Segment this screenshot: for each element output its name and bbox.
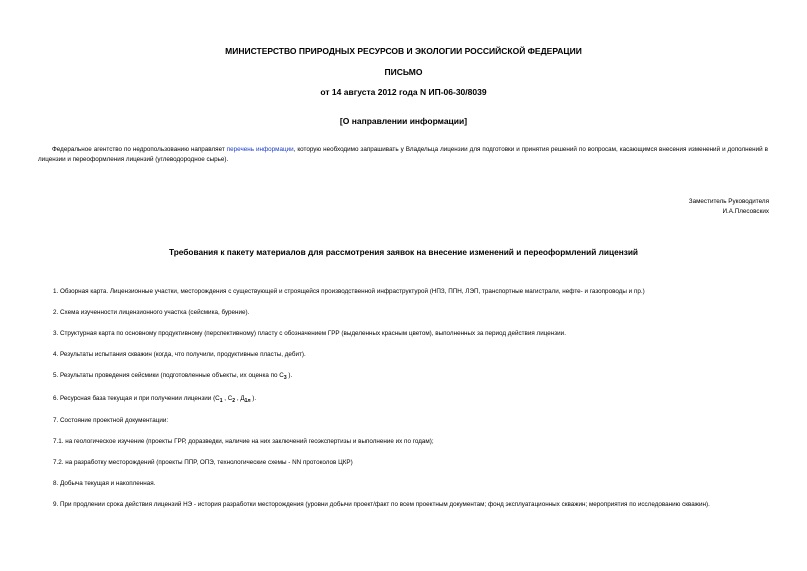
item-6-subscript-1: 1 (219, 398, 223, 404)
body-text-after: , которую необходимо запрашивать у Владельца лицензии для подготовки и принятия решений по вопросам, касающимся внесения изменений и дополнений в лицензии и переоформления лицензий (углеводородное сырье). (38, 146, 768, 163)
requirement-item: 2. Схема изученности лицензионного участка (сейсмика, бурение). (53, 309, 250, 316)
requirements-title: Требования к пакету материалов для рассмотрения заявок на внесение изменений и переоформлений лицензий (168, 247, 639, 257)
item-5-subscript: 3 (283, 375, 287, 381)
signature-name: И.А.Плесовских (722, 208, 769, 215)
body-text-before: Федеральное агентство по недропользованию направляет (52, 146, 227, 153)
requirement-item: 4. Результаты испытания скважин (когда, что получили, продуктивные пласты, дебит). (53, 351, 306, 358)
requirement-item: 3. Структурная карта по основному продуктивному (перспективному) пласту с обозначением ГРР (выделенных красным цветом), выполненных за период действия лицензии. (53, 330, 566, 337)
signature-position: Заместитель Руководителя (688, 198, 769, 205)
requirement-item: 8. Добыча текущая и накопленная. (53, 480, 156, 487)
requirement-item: 1. Обзорная карта. Лицензионные участки, месторождения с существующей и строящейся производственной инфраструктурой (НПЗ, ППН, ЛЭП, транспортные магистрали, нефте- и газопроводы и пр.) (53, 288, 645, 295)
document-date-number: от 14 августа 2012 года N ИП-06-30/8039 (320, 87, 487, 97)
item-5-text: 5. Результаты проведения сейсмики (подготовленные объекты, их оценка по С (53, 372, 284, 379)
requirement-item: 7.2. на разработку месторождений (проекты ППР, ОПЭ, технологические схемы - NN протоколов ЦКР) (53, 459, 353, 466)
requirement-item: 9. При продлении срока действия лицензий НЭ - история разработки месторождения (уровни добычи проект/факт по всем проектным документам; фонд эксплуатационных скважин; мероприятия по исследованию скважин). (53, 501, 710, 508)
requirement-item (53, 371, 769, 383)
requirement-item (53, 394, 769, 406)
info-list-link[interactable]: перечень информации (226, 146, 294, 153)
item-6-text: 6. Ресурсная база текущая и при получении лицензии (С (53, 395, 220, 402)
item-6-mid-1: , С (222, 395, 233, 402)
item-6-mid-2: , Д (235, 395, 245, 402)
item-5-tail: ). (286, 372, 293, 379)
body-paragraph (38, 145, 768, 165)
document-type: ПИСЬМО (384, 67, 423, 77)
ministry-heading: МИНИСТЕРСТВО ПРИРОДНЫХ РЕСУРСОВ И ЭКОЛОГИИ РОССИЙСКОЙ ФЕДЕРАЦИИ (225, 46, 582, 56)
requirement-item: 7. Состояние проектной документации: (53, 417, 169, 424)
document-subject: [О направлении информации] (339, 116, 468, 126)
item-6-subscript-3: 1л (244, 398, 251, 404)
item-6-tail: ). (250, 395, 257, 402)
item-6-subscript-2: 2 (232, 398, 236, 404)
requirement-item: 7.1. на геологическое изучение (проекты ГРР, доразведки, наличие на них заключений геоэкспертизы и выполнение их по годам); (53, 438, 434, 445)
